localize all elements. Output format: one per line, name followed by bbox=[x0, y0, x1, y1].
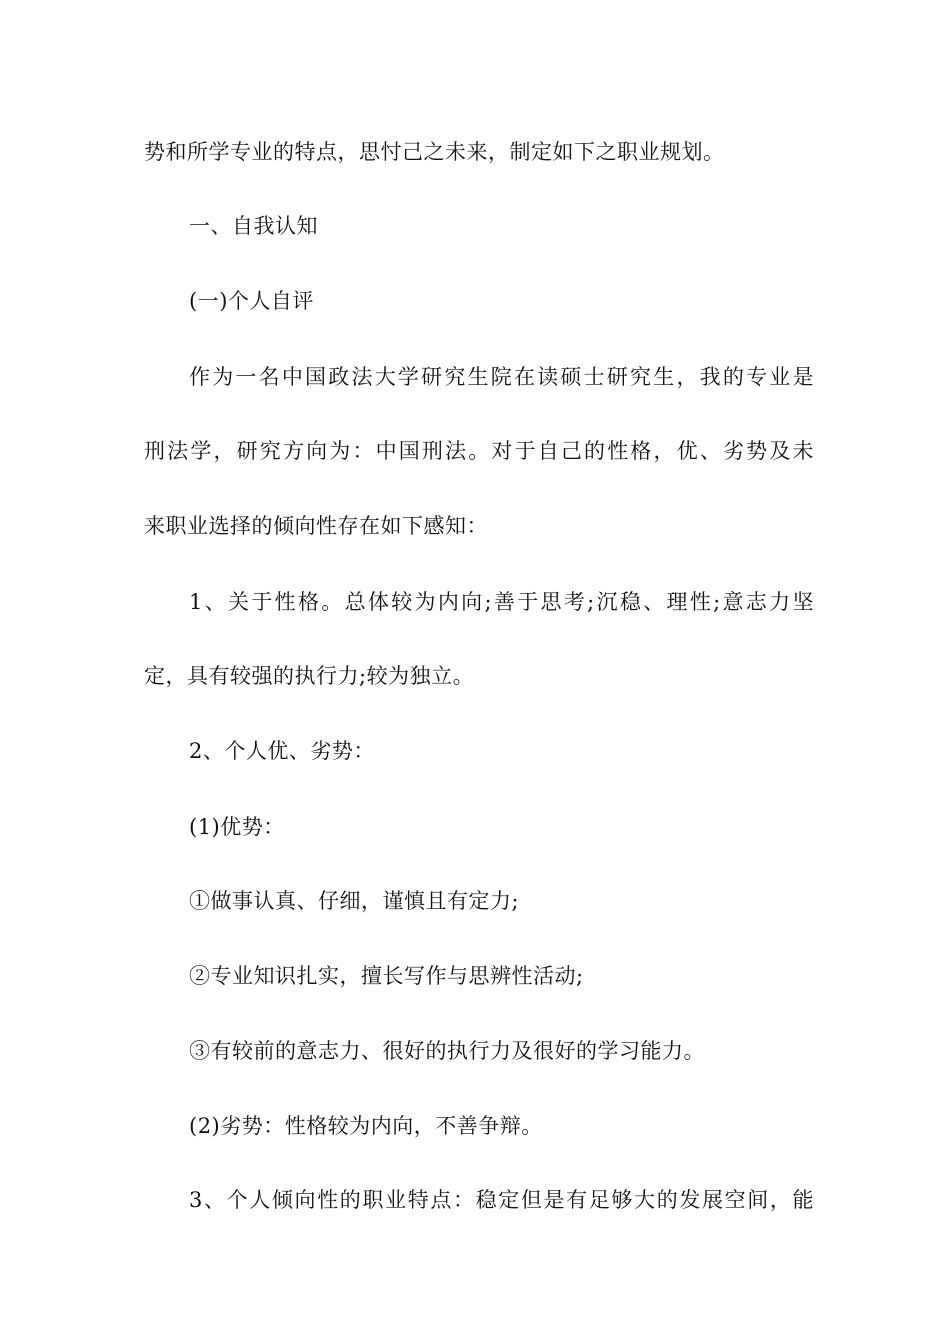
strengths-heading: (1)优势： bbox=[189, 815, 285, 839]
career-preference-line: 3、个人倾向性的职业特点：稳定但是有足够大的发展空间，能 bbox=[189, 1188, 814, 1212]
paragraph-line: 作为一名中国政法大学研究生院在读硕士研究生，我的专业是 bbox=[189, 365, 814, 389]
personality-item-line: 定，具有较强的执行力;较为独立。 bbox=[144, 664, 475, 688]
strengths-weaknesses-heading: 2、个人优、劣势： bbox=[189, 739, 375, 763]
weakness-item: (2)劣势：性格较为内向，不善争辩。 bbox=[189, 1114, 543, 1138]
section-heading-self-cognition: 一、自我认知 bbox=[189, 214, 318, 238]
subsection-heading-self-evaluation: (一)个人自评 bbox=[189, 289, 314, 313]
strength-item: ①做事认真、仔细，谨慎且有定力; bbox=[189, 889, 520, 913]
strength-item: ③有较前的意志力、很好的执行力及很好的学习能力。 bbox=[189, 1039, 705, 1063]
paragraph-line: 来职业选择的倾向性存在如下感知： bbox=[144, 514, 488, 538]
paragraph-line: 刑法学，研究方向为：中国刑法。对于自己的性格，优、劣势及未 bbox=[144, 439, 814, 463]
paragraph-continuation-line: 势和所学专业的特点，思忖己之未来，制定如下之职业规划。 bbox=[144, 140, 725, 164]
personality-item-line: 1、关于性格。总体较为内向;善于思考;沉稳、理性;意志力坚 bbox=[189, 590, 814, 614]
strength-item: ②专业知识扎实，擅长写作与思辨性活动; bbox=[189, 964, 584, 988]
